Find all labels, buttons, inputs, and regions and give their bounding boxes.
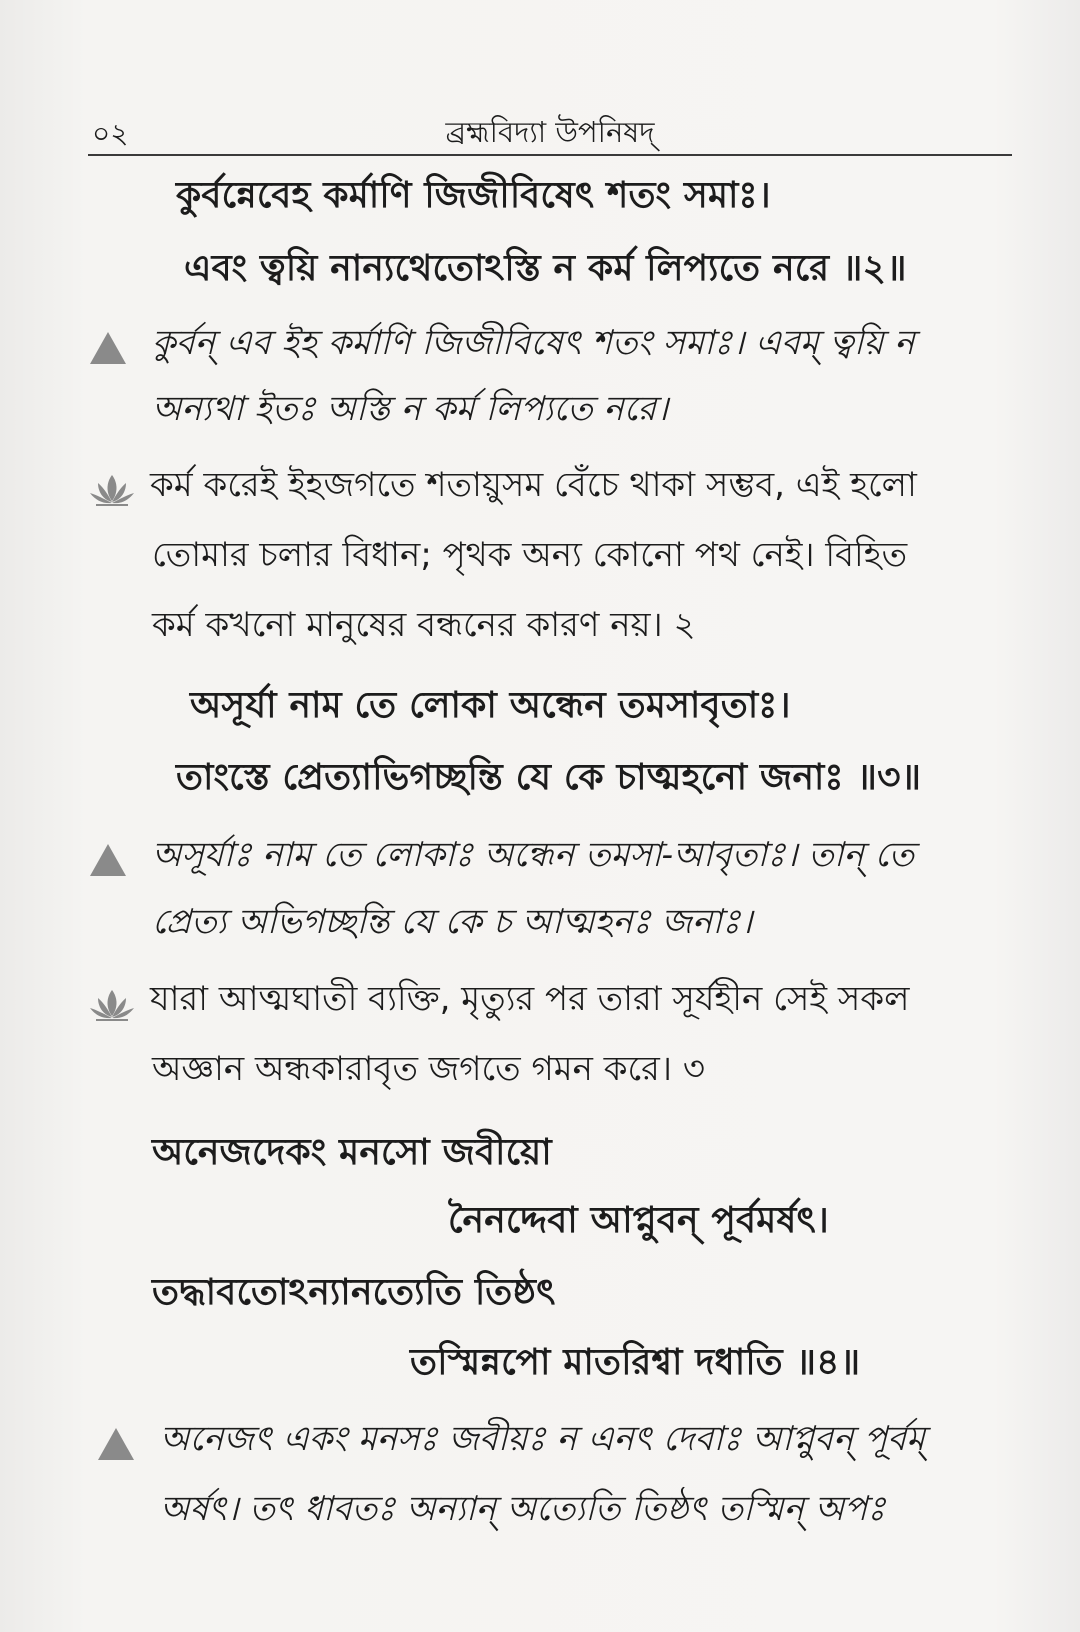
meaning-2-line-3: কর্ম কখনো মানুষের বন্ধনের কারণ নয়। ২ [152, 605, 696, 645]
verse-4-line-3: তদ্ধাবতোঽন্যানত্যেতি তিষ্ঠৎ [152, 1272, 556, 1313]
verse-3-line-1: অসূর্যা নাম তে লোকা অন্ধেন তমসাবৃতাঃ। [190, 685, 791, 726]
verse-2-line-2: এবং ত্বয়ি নান্যথেতোঽস্তি ন কর্ম লিপ্যতে নরে ॥২॥ [184, 248, 907, 289]
triangle-icon [90, 332, 126, 364]
transliteration-3-line-1: অসূর্যাঃ নাম তে লোকাঃ অন্ধেন তমসা-আবৃতাঃ। তান্ তে [152, 835, 914, 875]
meaning-2-line-1: কর্ম করেই ইহজগতে শতায়ুসম বেঁচে থাকা সম্ভব, এই হলো [150, 465, 917, 505]
meaning-3-line-1: যারা আত্মঘাতী ব্যক্তি, মৃত্যুর পর তারা সূর্যহীন সেই সকল [150, 979, 910, 1019]
lotus-icon [88, 988, 136, 1022]
verse-2-line-1: কুর্বন্নেবেহ কর্মাণি জিজীবিষেৎ শতং সমাঃ। [176, 175, 771, 216]
running-header [88, 108, 1012, 156]
page-number: ০২ [92, 117, 129, 150]
transliteration-2-line-1: কুর্বন্ এব ইহ কর্মাণি জিজীবিষেৎ শতং সমাঃ। এবম্ ত্বয়ি ন [152, 323, 915, 363]
running-title: ব্রহ্মবিদ্যা উপনিষদ্ [445, 115, 655, 149]
triangle-icon [90, 844, 126, 876]
lotus-icon [88, 473, 136, 507]
transliteration-2-line-2: অন্যথা ইতঃ অস্তি ন কর্ম লিপ্যতে নরে। [152, 389, 669, 429]
verse-4-line-2: নৈনদ্দেবা আপ্নুবন্ পূর্বমর্ষৎ। [448, 1200, 830, 1241]
meaning-3-line-2: অজ্ঞান অন্ধকারাবৃত জগতে গমন করে। ৩ [152, 1049, 705, 1089]
verse-4-line-1: অনেজদেকং মনসো জবীয়ো [152, 1132, 552, 1173]
transliteration-4-line-1: অনেজৎ একং মনসঃ জবীয়ঃ ন এনৎ দেবাঃ আপ্নুবন্ পূর্বম্ [160, 1419, 926, 1459]
triangle-icon [98, 1428, 134, 1460]
transliteration-3-line-2: প্রেত্য অভিগচ্ছন্তি যে কে চ আত্মহনঃ জনাঃ। [152, 902, 753, 942]
transliteration-4-line-2: অর্ষৎ। তৎ ধাবতঃ অন্যান্ অত্যেতি তিষ্ঠৎ তস্মিন্ অপঃ [160, 1489, 886, 1529]
verse-3-line-2: তাংস্তে প্রেত্যাভিগচ্ছন্তি যে কে চাত্মহনো জনাঃ ॥৩॥ [176, 757, 922, 798]
meaning-2-line-2: তোমার চলার বিধান; পৃথক অন্য কোনো পথ নেই। বিহিত [152, 535, 908, 575]
verse-4-line-4: তস্মিন্নপো মাতরিশ্বা দধাতি ॥৪॥ [410, 1342, 861, 1383]
